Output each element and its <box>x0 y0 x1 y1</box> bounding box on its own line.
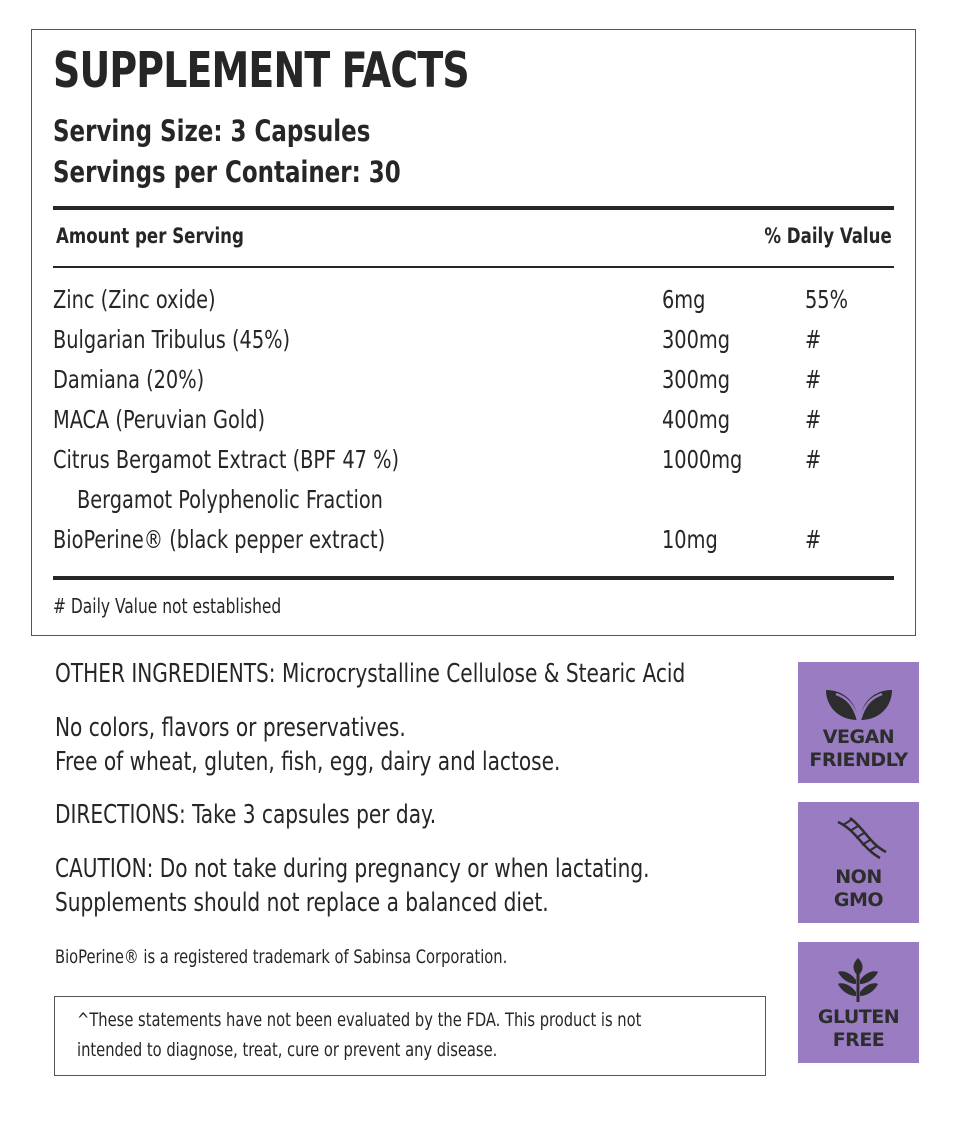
nutrient-name: MACA (Peruvian Gold) <box>53 405 266 434</box>
facts-title: SUPPLEMENT FACTS <box>53 42 469 99</box>
header-daily-value: % Daily Value <box>764 224 892 248</box>
badge-label-line-1: NON <box>835 866 882 888</box>
nutrient-name: BioPerine® (black pepper extract) <box>53 525 386 554</box>
other-ingredients: OTHER INGREDIENTS: Microcrystalline Cellulose & Stearic Acid <box>55 659 686 689</box>
nutrient-amount: 300mg <box>662 325 731 354</box>
nutrient-row <box>53 445 894 485</box>
nutrient-subrow <box>53 485 894 525</box>
wheat-icon <box>798 956 919 1006</box>
gluten-free-badge <box>798 942 919 1063</box>
nutrient-name: Bulgarian Tribulus (45%) <box>53 325 291 354</box>
nutrient-daily-value: # <box>805 405 822 434</box>
nutrient-daily-value: # <box>805 325 822 354</box>
nutrient-daily-value: # <box>805 445 822 474</box>
nutrient-amount: 400mg <box>662 405 731 434</box>
serving-size: Serving Size: 3 Capsules <box>53 114 371 148</box>
free-from-line-1: No colors, flavors or preservatives. <box>55 713 406 743</box>
non-gmo-badge <box>798 802 919 923</box>
dna-icon <box>798 816 919 866</box>
supplement-facts-panel <box>31 29 916 636</box>
badge-label-line-1: GLUTEN <box>817 1006 900 1028</box>
nutrient-daily-value: # <box>805 365 822 394</box>
nutrient-row <box>53 525 894 565</box>
caution-line-1: CAUTION: Do not take during pregnancy or when lactating. <box>55 854 650 884</box>
nutrient-amount: 300mg <box>662 365 731 394</box>
nutrient-name: Citrus Bergamot Extract (BPF 47 %) <box>53 445 400 474</box>
badge-label-line-1: VEGAN <box>822 726 895 748</box>
thick-divider-bottom <box>53 576 894 580</box>
header-amount: Amount per Serving <box>56 224 244 248</box>
nutrient-amount: 10mg <box>662 525 718 554</box>
nutrient-daily-value: # <box>805 525 822 554</box>
trademark-notice: BioPerine® is a registered trademark of Sabinsa Corporation. <box>55 946 508 968</box>
thick-divider <box>53 206 894 210</box>
fda-disclaimer-box <box>54 996 766 1076</box>
nutrient-amount: 6mg <box>662 285 706 314</box>
nutrient-name: Zinc (Zinc oxide) <box>53 285 216 314</box>
nutrient-daily-value: 55% <box>805 285 848 314</box>
directions: DIRECTIONS: Take 3 capsules per day. <box>55 800 437 830</box>
nutrient-amount: 1000mg <box>662 445 743 474</box>
leaf-icon <box>798 676 919 726</box>
badge-label-line-2: FRIENDLY <box>809 749 908 771</box>
fda-disclaimer-line-1: ^These statements have not been evaluated by the FDA. This product is not <box>77 1009 642 1031</box>
servings-per-container: Servings per Container: 30 <box>53 155 401 189</box>
caution-line-2: Supplements should not replace a balanced diet. <box>55 888 549 918</box>
nutrient-row <box>53 285 894 325</box>
nutrient-row <box>53 405 894 445</box>
nutrient-row <box>53 365 894 405</box>
thin-divider <box>53 266 894 268</box>
daily-value-footnote: # Daily Value not established <box>53 594 282 618</box>
badge-label-line-2: GMO <box>833 889 884 911</box>
fda-disclaimer-line-2: intended to diagnose, treat, cure or prevent any disease. <box>77 1039 498 1061</box>
badge-label-line-2: FREE <box>832 1029 885 1051</box>
nutrient-name: Bergamot Polyphenolic Fraction <box>77 485 383 514</box>
vegan-friendly-badge <box>798 662 919 783</box>
free-from-line-2: Free of wheat, gluten, fish, egg, dairy and lactose. <box>55 747 561 777</box>
nutrient-row <box>53 325 894 365</box>
nutrient-name: Damiana (20%) <box>53 365 205 394</box>
